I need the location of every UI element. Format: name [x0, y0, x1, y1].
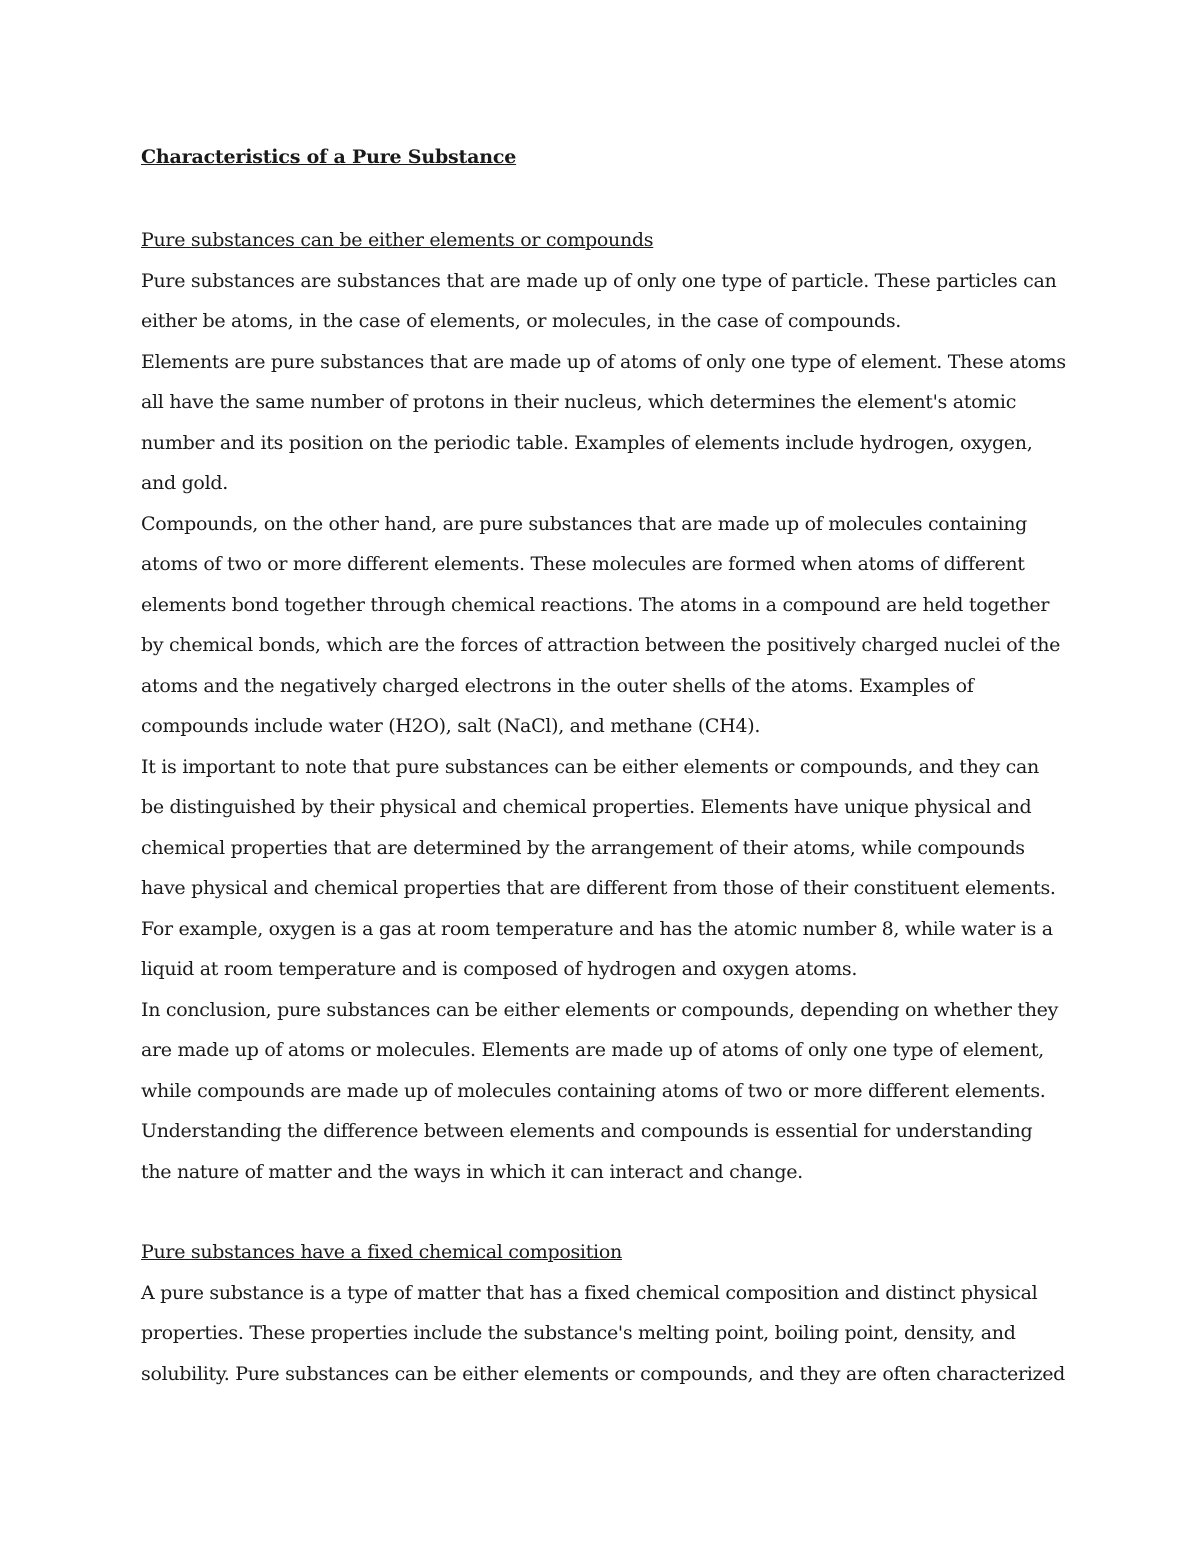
section-heading: Pure substances can be either elements or compounds [141, 229, 654, 251]
paragraph: Compounds, on the other hand, are pure substances that are made up of molecules containing atoms of two or more different elements. These molecules are formed when atoms of different elements bond together through chemical reactions. The atoms in a compound are held together by chemical bonds, which are the forces of attraction between the positively charged nuclei of the atoms and the negatively charged electrons in the outer shells of the atoms. Examples of compounds include water (H2O), salt (NaCl), and methane (CH4). [141, 512, 1061, 737]
paragraph: A pure substance is a type of matter that has a fixed chemical composition and distinct physical properties. These properties include the substance's melting point, boiling point, density, and solubility. Pure substances can be either elements or compounds, and they are often characterized [141, 1281, 1066, 1385]
section-fixed-composition [141, 1232, 1066, 1394]
document-page [141, 140, 1066, 1434]
paragraph: Pure substances are substances that are made up of only one type of particle. These particles can either be atoms, in the case of elements, or molecules, in the case of compounds. [141, 269, 1057, 332]
paragraph: In conclusion, pure substances can be either elements or compounds, depending on whether they are made up of atoms or molecules. Elements are made up of atoms of only one type of element, while compounds are made up of molecules containing atoms of two or more different elements. Understanding the difference between elements and compounds is essential for understanding the nature of matter and the ways in which it can interact and change. [141, 998, 1059, 1183]
section-heading: Pure substances have a fixed chemical composition [141, 1241, 622, 1263]
section-elements-or-compounds [141, 220, 1066, 1192]
paragraph: It is important to note that pure substances can be either elements or compounds, and they can be distinguished by their physical and chemical properties. Elements have unique physical and chemical properties that are determined by the arrangement of their atoms, while compounds have physical and chemical properties that are different from those of their constituent elements. For example, oxygen is a gas at room temperature and has the atomic number 8, while water is a liquid at room temperature and is composed of hydrogen and oxygen atoms. [141, 755, 1056, 980]
paragraph: Elements are pure substances that are made up of atoms of only one type of element. These atoms all have the same number of protons in their nucleus, which determines the element's atomic number and its position on the periodic table. Examples of elements include hydrogen, oxygen, and gold. [141, 350, 1066, 494]
document-title: Characteristics of a Pure Substance [141, 146, 517, 168]
